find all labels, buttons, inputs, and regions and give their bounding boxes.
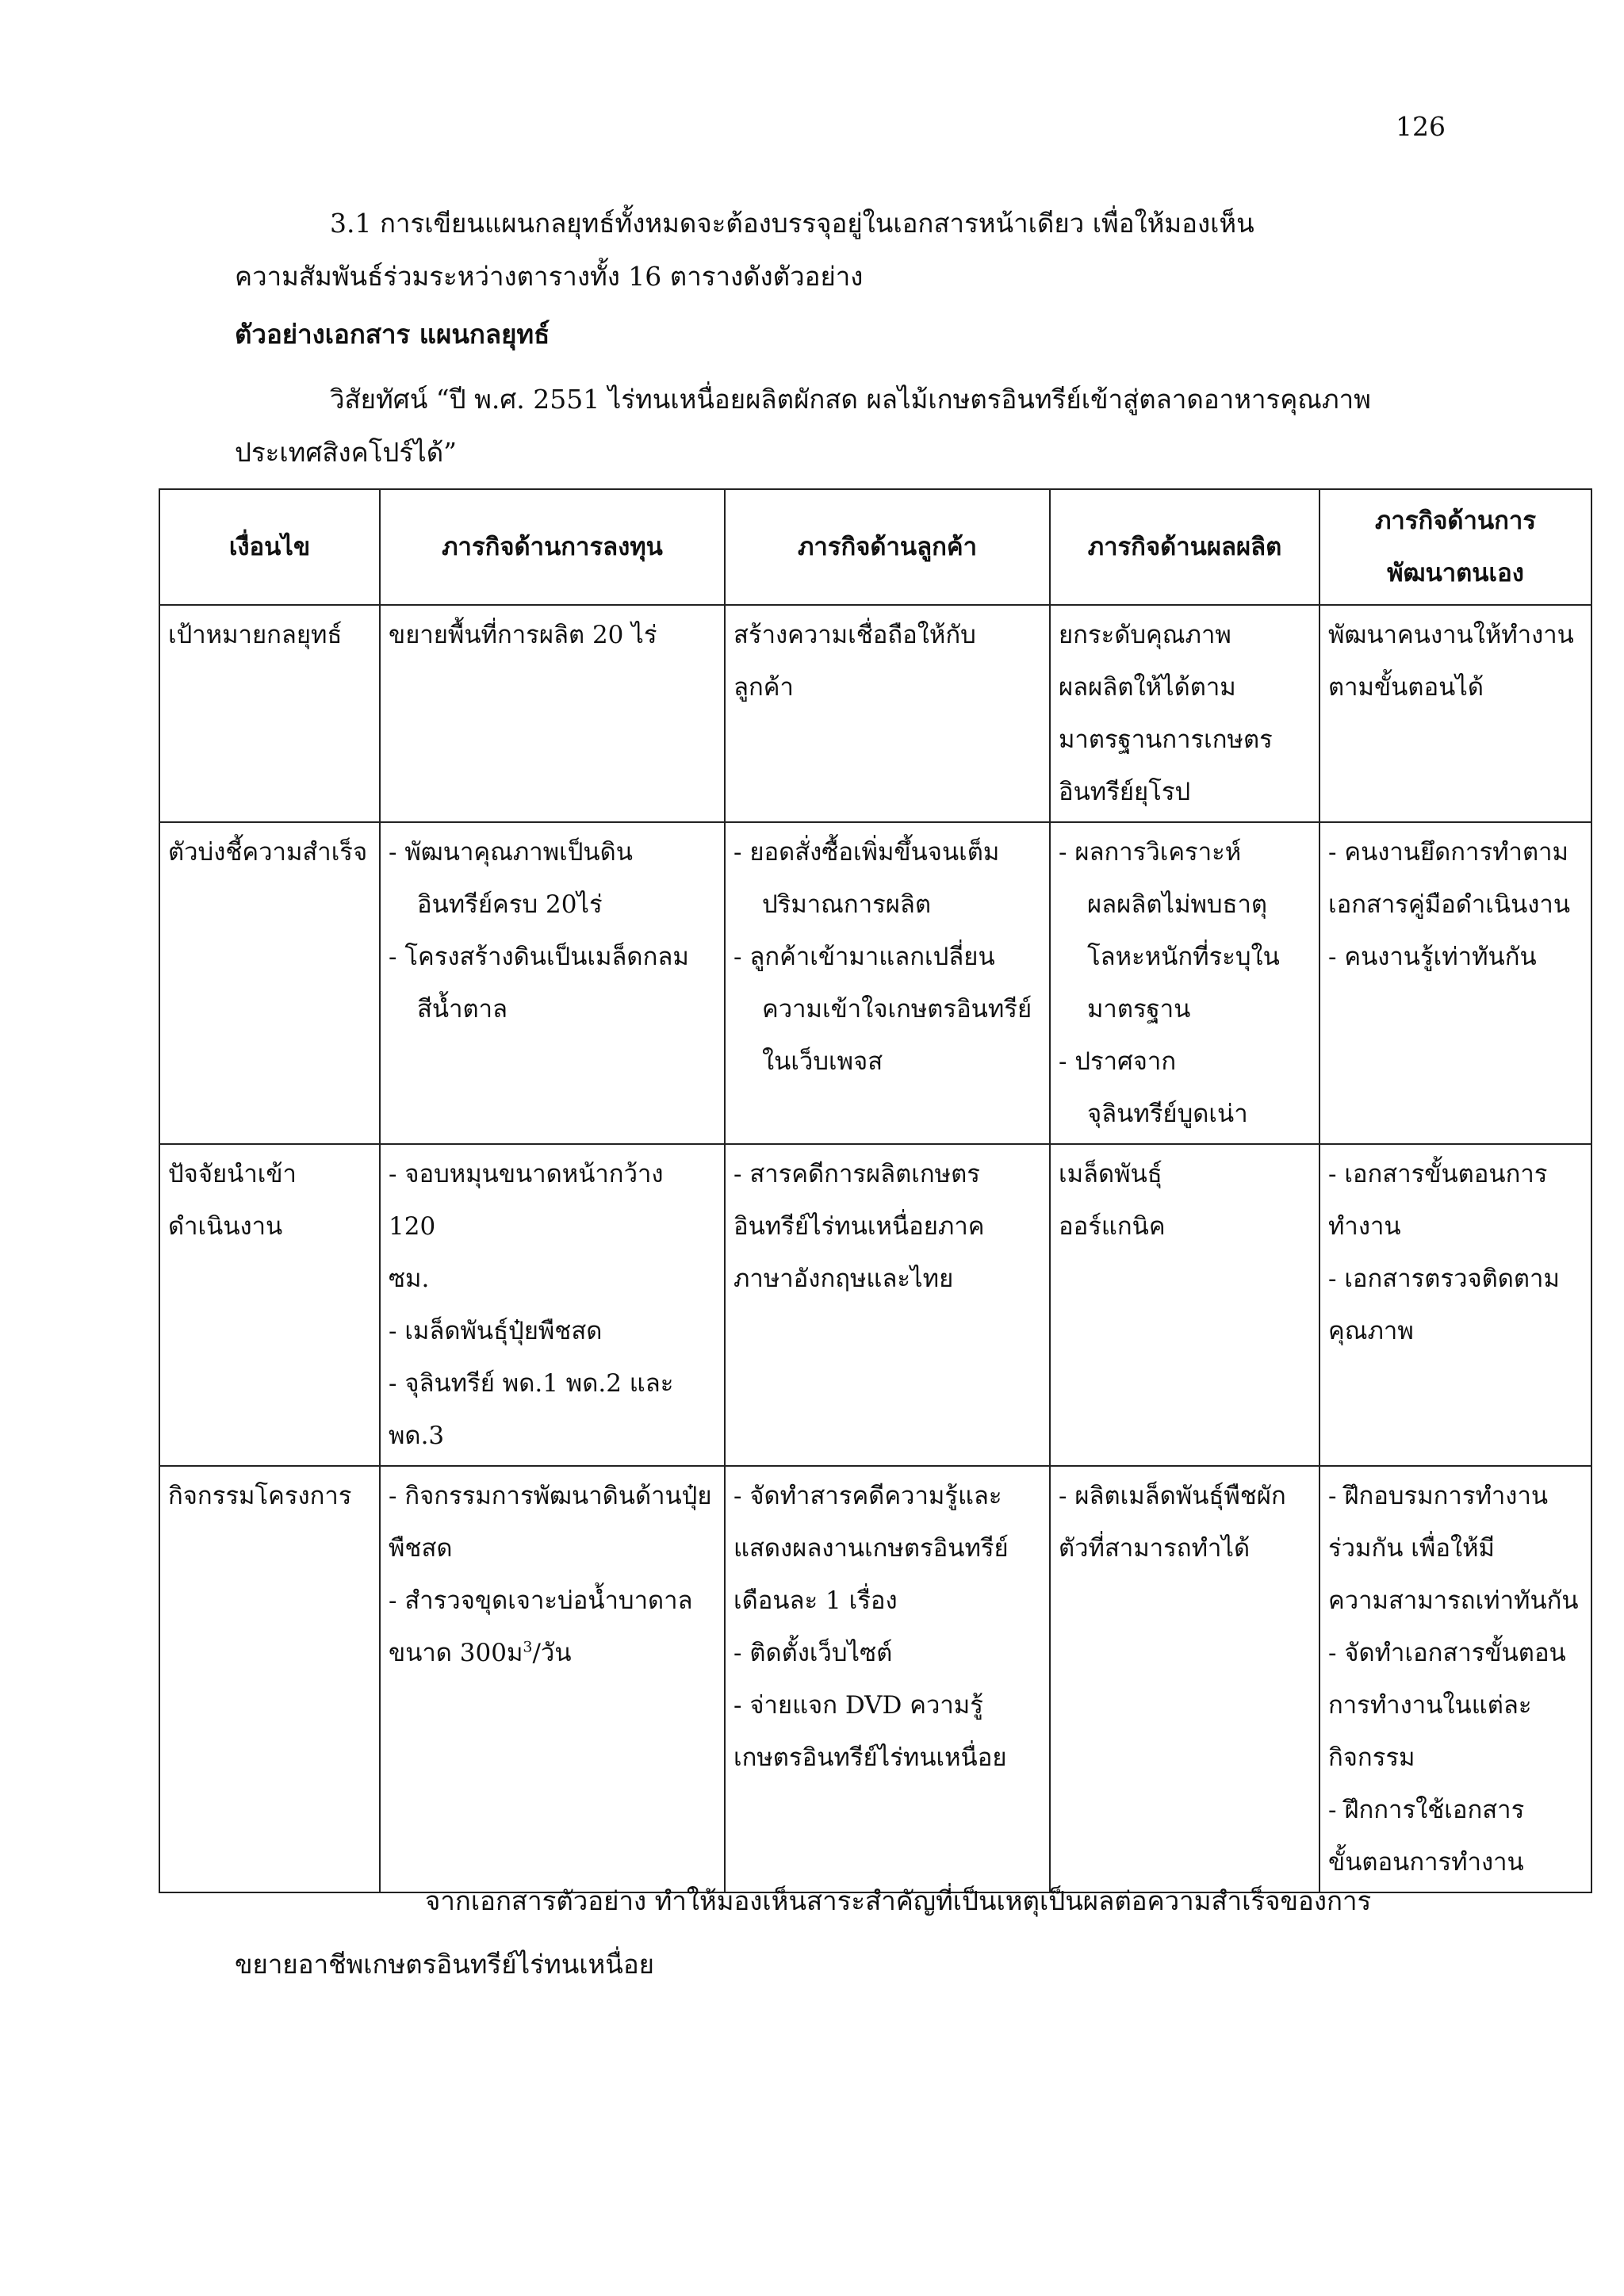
- header-investment: ภารกิจด้านการลงทุน: [380, 489, 725, 605]
- activity-investment-line-1: - กิจกรรมการพัฒนาดินด้านปุ๋ย: [389, 1482, 712, 1510]
- indicator-label: ตัวบ่งชี้ความสำเร็จ: [159, 822, 380, 1144]
- header-product: ภารกิจด้านผลผลิต: [1050, 489, 1320, 605]
- goal-customer-line-2: ลูกค้า: [733, 673, 794, 702]
- intro-line-1: 3.1 การเขียนแผนกลยุทธ์ทั้งหมดจะต้องบรรจุอยู่ในเอกสารหน้าเดียว เพื่อให้มองเห็น: [330, 208, 1254, 239]
- header-development: [1320, 489, 1591, 605]
- input-investment-line-2: ซม.: [389, 1265, 430, 1293]
- goal-investment: [380, 605, 725, 822]
- input-customer-line-1: - สารคดีการผลิตเกษตร: [733, 1160, 980, 1188]
- input-investment-line-3: - เมล็ดพันธุ์ปุ๋ยพืชสด: [389, 1317, 603, 1345]
- goal-product-line-1: ยกระดับคุณภาพ: [1059, 621, 1231, 649]
- activity-investment-line-4-post: /วัน: [532, 1639, 572, 1667]
- indicator-customer-line-2b: ความเข้าใจเกษตรอินทรีย์: [762, 995, 1032, 1024]
- activity-development: [1320, 1466, 1591, 1892]
- goal-development-line-2: ตามขั้นตอนได้: [1328, 673, 1484, 702]
- activity-customer-line-6: เกษตรอินทรีย์ไร่ทนเหนื่อย: [733, 1743, 1007, 1772]
- indicator-customer: [725, 822, 1050, 1144]
- table-row-input: [159, 1144, 1591, 1466]
- table-row-indicator: [159, 822, 1591, 1144]
- input-product: [1050, 1144, 1320, 1466]
- indicator-product: [1050, 822, 1320, 1144]
- goal-customer-line-1: สร้างความเชื่อถือให้กับ: [733, 621, 976, 649]
- goal-label: เป้าหมายกลยุทธ์: [159, 605, 380, 822]
- goal-product-line-2: ผลผลิตให้ได้ตาม: [1059, 673, 1236, 702]
- table-row-activity: [159, 1466, 1591, 1892]
- input-development-line-1: - เอกสารขั้นตอนการ: [1328, 1160, 1548, 1188]
- indicator-development-line-2: เอกสารคู่มือดำเนินงาน: [1328, 890, 1571, 919]
- header-development-line-1: ภารกิจด้านการ: [1375, 507, 1536, 535]
- activity-investment-line-4-sup: 3: [523, 1638, 533, 1656]
- indicator-customer-line-2a: - ลูกค้าเข้ามาแลกเปลี่ยน: [733, 943, 995, 971]
- vision-line-1: วิสัยทัศน์ “ปี พ.ศ. 2551 ไร่ทนเหนื่อยผลิตผักสด ผลไม้เกษตรอินทรีย์เข้าสู่ตลาดอาหารคุณภาพ: [330, 384, 1371, 415]
- closing-paragraph: [235, 1869, 1432, 1996]
- indicator-investment-line-2a: - โครงสร้างดินเป็นเมล็ดกลม: [389, 943, 689, 971]
- indicator-product-line-1d: มาตรฐาน: [1087, 995, 1191, 1024]
- input-product-line-2: ออร์แกนิค: [1059, 1212, 1166, 1241]
- activity-customer-line-3: เดือนละ 1 เรื่อง: [733, 1586, 898, 1615]
- activity-development-line-7: - ฝึกการใช้เอกสาร: [1328, 1796, 1525, 1824]
- indicator-development-line-1: - คนงานยึดการทำตาม: [1328, 838, 1568, 867]
- goal-product-line-4: อินทรีย์ยุโรป: [1059, 778, 1191, 806]
- intro-line-2: ความสัมพันธ์ร่วมระหว่างตารางทั้ง 16 ตารางดังตัวอย่าง: [235, 261, 864, 292]
- activity-investment: [380, 1466, 725, 1892]
- input-customer-line-2: อินทรีย์ไร่ทนเหนื่อยภาค: [733, 1212, 985, 1241]
- activity-development-line-1: - ฝึกอบรมการทำงาน: [1328, 1482, 1549, 1510]
- input-investment-line-4: - จุลินทรีย์ พด.1 พด.2 และ: [389, 1369, 674, 1398]
- input-product-line-1: เมล็ดพันธุ์: [1059, 1160, 1162, 1188]
- vision-line-2: ประเทศสิงคโปร์ได้”: [235, 437, 458, 468]
- strategy-table: [159, 488, 1592, 1893]
- activity-investment-line-4: [389, 1627, 716, 1679]
- input-development: [1320, 1144, 1591, 1466]
- indicator-product-line-1b: ผลผลิตไม่พบธาตุ: [1087, 890, 1268, 919]
- activity-development-line-2: ร่วมกัน เพื่อให้มี: [1328, 1534, 1495, 1563]
- input-label-line-1: ปัจจัยนำเข้า: [168, 1160, 297, 1188]
- input-customer-line-3: ภาษาอังกฤษและไทย: [733, 1265, 954, 1293]
- header-condition: เงื่อนไข: [159, 489, 380, 605]
- input-label: [159, 1144, 380, 1466]
- goal-product: [1050, 605, 1320, 822]
- indicator-customer-line-1b: ปริมาณการผลิต: [762, 890, 932, 919]
- indicator-product-line-1c: โลหะหนักที่ระบุใน: [1087, 943, 1280, 971]
- goal-investment-text: ขยายพื้นที่การผลิต 20 ไร่: [389, 621, 657, 649]
- input-investment-line-5: พด.3: [389, 1422, 445, 1450]
- activity-product-line-1: - ผลิตเมล็ดพันธุ์พืชผัก: [1059, 1482, 1286, 1510]
- activity-label: กิจกรรมโครงการ: [159, 1466, 380, 1892]
- input-development-line-2: ทำงาน: [1328, 1212, 1401, 1241]
- goal-customer: [725, 605, 1050, 822]
- indicator-product-line-2a: - ปราศจาก: [1059, 1047, 1177, 1076]
- activity-investment-line-2: พืชสด: [389, 1534, 453, 1563]
- activity-investment-line-3: - สำรวจขุดเจาะบ่อน้ำบาดาล: [389, 1586, 693, 1615]
- activity-product-line-2: ตัวที่สามารถทำได้: [1059, 1534, 1251, 1563]
- intro-paragraph: [235, 197, 1432, 303]
- vision-statement: [235, 373, 1432, 479]
- header-development-line-2: พัฒนาตนเอง: [1387, 559, 1524, 587]
- activity-customer-line-5: - จ่ายแจก DVD ความรู้: [733, 1691, 983, 1720]
- table-row-goal: [159, 605, 1591, 822]
- closing-line-2: ขยายอาชีพเกษตรอินทรีย์ไร่ทนเหนื่อย: [235, 1949, 654, 1980]
- activity-customer-line-2: แสดงผลงานเกษตรอินทรีย์: [733, 1534, 1009, 1563]
- input-development-line-4: คุณภาพ: [1328, 1317, 1414, 1345]
- indicator-investment-line-2b: สีน้ำตาล: [417, 995, 508, 1024]
- activity-development-line-6: กิจกรรม: [1328, 1743, 1415, 1772]
- activity-customer: [725, 1466, 1050, 1892]
- indicator-investment-line-1b: อินทรีย์ครบ 20ไร่: [417, 890, 603, 919]
- goal-development: [1320, 605, 1591, 822]
- activity-customer-line-4: - ติดตั้งเว็บไซต์: [733, 1639, 893, 1667]
- activity-development-line-4: - จัดทำเอกสารขั้นตอน: [1328, 1639, 1566, 1667]
- activity-development-line-3: ความสามารถเท่าทันกัน: [1328, 1586, 1579, 1615]
- indicator-development: [1320, 822, 1591, 1144]
- input-investment: [380, 1144, 725, 1466]
- input-label-line-2: ดำเนินงาน: [168, 1212, 283, 1241]
- indicator-investment: [380, 822, 725, 1144]
- indicator-product-line-1a: - ผลการวิเคราะห์: [1059, 838, 1242, 867]
- activity-investment-line-4-pre: ขนาด 300ม: [389, 1639, 523, 1667]
- indicator-product-line-2b: จุลินทรีย์บูดเน่า: [1087, 1100, 1248, 1128]
- closing-line-1: จากเอกสารตัวอย่าง ทำให้มองเห็นสาระสำคัญที่เป็นเหตุเป็นผลต่อความสำเร็จของการ: [425, 1885, 1372, 1916]
- activity-product: [1050, 1466, 1320, 1892]
- input-customer: [725, 1144, 1050, 1466]
- activity-development-line-5: การทำงานในแต่ละ: [1328, 1691, 1532, 1720]
- indicator-development-line-3: - คนงานรู้เท่าทันกัน: [1328, 943, 1537, 971]
- page-number: 126: [1396, 111, 1446, 142]
- indicator-customer-line-2c: ในเว็บเพจส: [762, 1047, 883, 1076]
- header-customer: ภารกิจด้านลูกค้า: [725, 489, 1050, 605]
- indicator-customer-line-1a: - ยอดสั่งซื้อเพิ่มขึ้นจนเต็ม: [733, 838, 1000, 867]
- goal-development-line-1: พัฒนาคนงานให้ทำงาน: [1328, 621, 1574, 649]
- table-header-row: [159, 489, 1591, 605]
- input-development-line-3: - เอกสารตรวจติดตาม: [1328, 1265, 1560, 1293]
- example-heading: ตัวอย่างเอกสาร แผนกลยุทธ์: [235, 319, 550, 350]
- indicator-investment-line-1a: - พัฒนาคุณภาพเป็นดิน: [389, 838, 633, 867]
- goal-product-line-3: มาตรฐานการเกษตร: [1059, 725, 1273, 754]
- input-investment-line-1: - จอบหมุนขนาดหน้ากว้าง 120: [389, 1160, 664, 1241]
- activity-development-line-8: ขั้นตอนการทำงาน: [1328, 1848, 1524, 1877]
- activity-customer-line-1: - จัดทำสารคดีความรู้และ: [733, 1482, 1002, 1510]
